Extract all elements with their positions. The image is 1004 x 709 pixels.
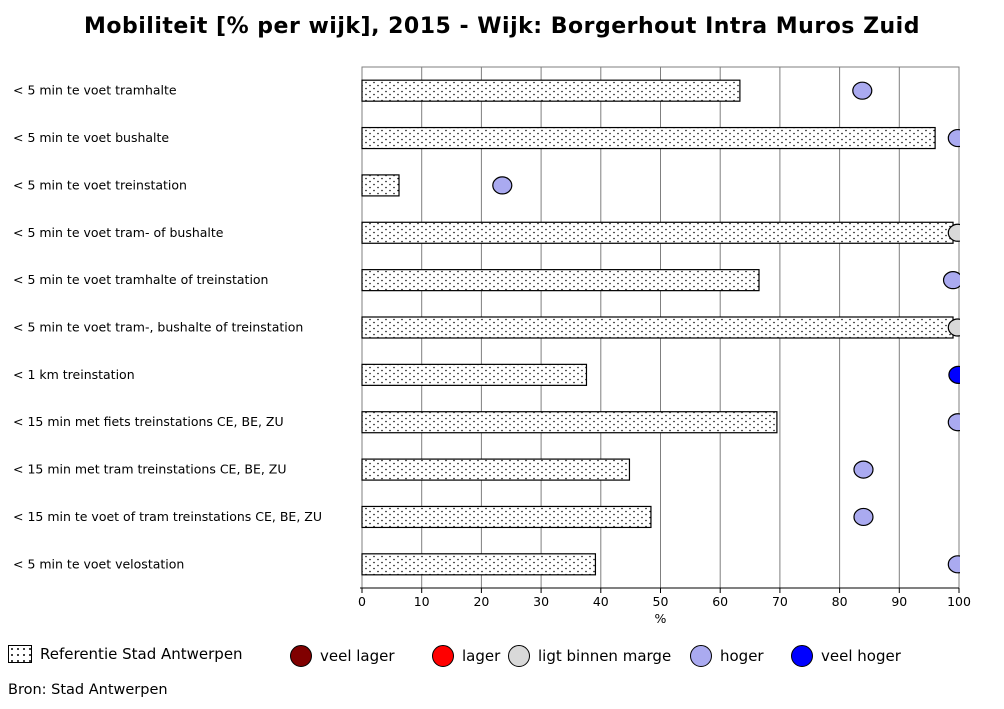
legend-item-veel-lager	[290, 645, 395, 667]
x-tick-label: 50	[652, 594, 669, 609]
legend-label: ligt binnen marge	[538, 647, 672, 665]
category-label: < 5 min te voet tramhalte of treinstation	[13, 272, 269, 288]
category-label: < 5 min te voet treinstation	[13, 177, 187, 193]
category-label: < 5 min te voet tram-, bushalte of treinstation	[13, 319, 304, 335]
reference-bar	[362, 270, 759, 291]
dot-swatch-icon	[290, 645, 312, 667]
reference-bar	[362, 317, 953, 338]
x-tick-label: 70	[771, 594, 788, 609]
x-axis-label: %	[654, 611, 667, 626]
x-tick-label: 30	[533, 594, 550, 609]
category-label: < 5 min te voet bushalte	[13, 130, 170, 146]
reference-bar	[362, 222, 953, 243]
wijk-dot	[493, 177, 512, 194]
x-tick-label: 90	[891, 594, 908, 609]
dot-swatch-icon	[791, 645, 813, 667]
category-label: < 15 min met fiets treinstations CE, BE, ZU	[13, 414, 284, 430]
x-tick-label: 0	[358, 594, 366, 609]
wijk-dot	[948, 414, 967, 431]
x-tick-label: 40	[592, 594, 609, 609]
legend-item-reference	[8, 645, 243, 663]
pattern-swatch-icon	[8, 645, 32, 663]
legend-label: veel lager	[320, 647, 395, 665]
reference-bar	[362, 459, 629, 480]
category-label: < 5 min te voet tramhalte	[13, 82, 177, 98]
legend-item-veel-hoger	[791, 645, 901, 667]
category-label: < 1 km treinstation	[13, 366, 135, 382]
legend-item-hoger	[690, 645, 764, 667]
x-tick-label: 20	[473, 594, 490, 609]
reference-bar	[362, 554, 595, 575]
reference-bar	[362, 364, 586, 385]
wijk-dot	[854, 508, 873, 525]
x-tick-label: 10	[413, 594, 430, 609]
reference-bar	[362, 175, 399, 196]
category-label: < 5 min te voet tram- of bushalte	[13, 224, 224, 240]
wijk-dot	[853, 82, 872, 99]
x-tick-label: 100	[947, 594, 971, 609]
x-tick-label: 60	[712, 594, 729, 609]
chart-title: Mobiliteit [% per wijk], 2015 - Wijk: Borgerhout Intra Muros Zuid	[84, 14, 920, 39]
wijk-dot	[949, 366, 968, 383]
wijk-dot	[944, 272, 963, 289]
legend-label: Referentie Stad Antwerpen	[40, 645, 243, 663]
legend-label: lager	[462, 647, 501, 665]
legend-item-binnen-marge	[508, 645, 671, 667]
legend-label: hoger	[720, 647, 764, 665]
x-tick-label: 80	[831, 594, 848, 609]
wijk-dot	[948, 130, 967, 147]
reference-bar	[362, 128, 935, 149]
dot-swatch-icon	[432, 645, 454, 667]
wijk-dot	[948, 224, 967, 241]
wijk-dot	[948, 556, 967, 573]
category-label: < 15 min te voet of tram treinstations CE, BE, ZU	[13, 508, 322, 524]
wijk-dot	[948, 319, 967, 336]
category-label: < 15 min met tram treinstations CE, BE, ZU	[13, 461, 287, 477]
legend-label: veel hoger	[821, 647, 901, 665]
reference-bar	[362, 506, 651, 527]
wijk-dot	[854, 461, 873, 478]
dot-swatch-icon	[508, 645, 530, 667]
reference-bar	[362, 412, 777, 433]
reference-bar	[362, 80, 740, 101]
category-label: < 5 min te voet velostation	[13, 556, 185, 572]
legend-item-lager	[432, 645, 500, 667]
dot-swatch-icon	[690, 645, 712, 667]
source-note: Bron: Stad Antwerpen	[8, 682, 168, 698]
